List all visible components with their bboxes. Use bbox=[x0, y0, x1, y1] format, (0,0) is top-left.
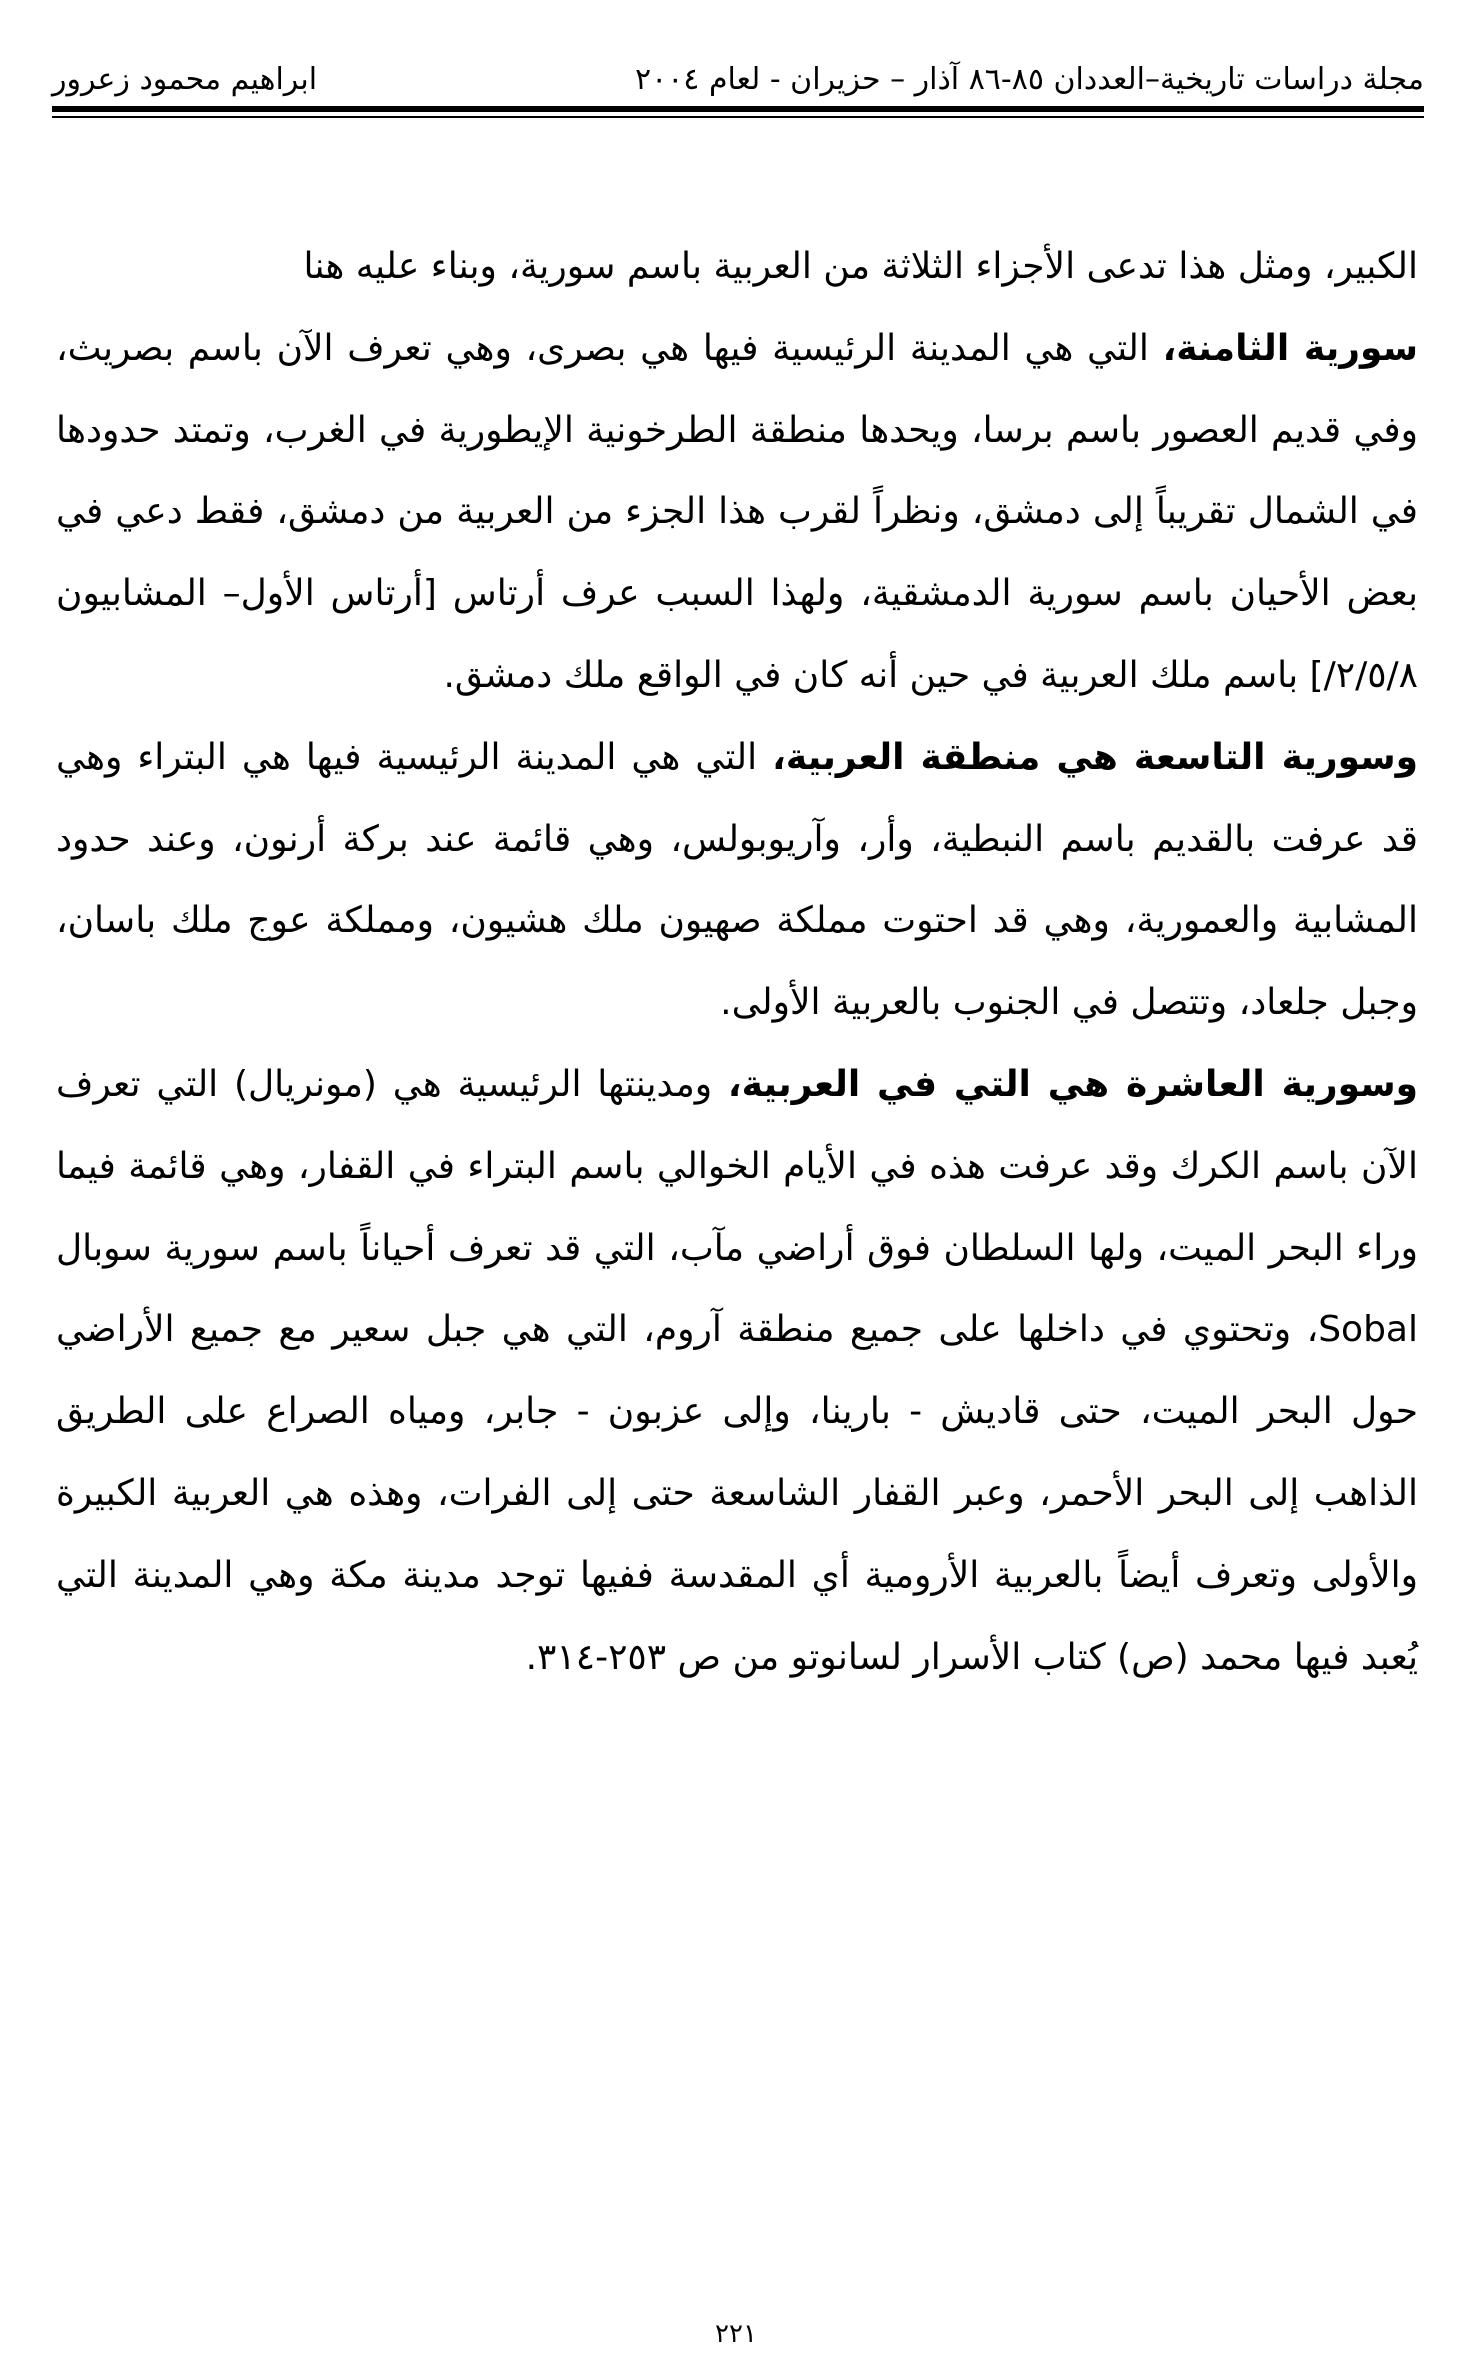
paragraph-text: التي هي المدينة الرئيسية فيها هي البتراء وهي قد عرفت بالقديم باسم النبطية، وأر، وآريوبولس، وهي قائمة عند بركة أرنون، وعند حدود المشابية والعمورية، وهي قد احتوت مملكة صهيون ملك هشيون، ومملكة عوج ملك باسان، وجبل جلعاد، وتتصل في الجنوب بالعربية الأولى. bbox=[56, 736, 1418, 1024]
journal-citation: مجلة دراسات تاريخية–العددان ٨٥-٨٦ آذار – حزيران - لعام ٢٠٠٤ bbox=[634, 62, 1424, 97]
header-rule-thin bbox=[52, 116, 1424, 118]
body-text bbox=[56, 226, 1418, 1698]
paragraph-lead: وسورية التاسعة هي منطقة العربية، bbox=[772, 736, 1418, 778]
paragraph-lead: سورية الثامنة، bbox=[1162, 327, 1418, 369]
paragraph-text: التي هي المدينة الرئيسية فيها هي بصرى، وهي تعرف الآن باسم بصريث، وفي قديم العصور باسم برسا، ويحدها منطقة الطرخونية الإيطورية في الغرب، وتمتد حدودها في الشمال تقريباً إلى دمشق، ونظراً لقرب هذا الجزء من العربية من دمشق، فقط دعي في بعض الأحيان باسم سورية الدمشقية، ولهذا السبب عرف أرتاس [أرتاس الأول– المشابيون ٢/٥/٨/] باسم ملك العربية في حين أنه كان في الواقع ملك دمشق. bbox=[56, 327, 1418, 696]
paragraph-lead: وسورية العاشرة هي التي في العربية، bbox=[727, 1063, 1418, 1105]
page-number: ٢٢١ bbox=[715, 2319, 757, 2349]
running-header bbox=[52, 52, 1424, 100]
author-name: ابراهيم محمود زعرور bbox=[52, 62, 318, 97]
paragraph bbox=[56, 1044, 1418, 1698]
paragraph bbox=[56, 717, 1418, 1044]
header-rule-thick bbox=[52, 106, 1424, 112]
paragraph bbox=[56, 308, 1418, 717]
paragraph-text: ومدينتها الرئيسية هي (مونريال) التي تعرف الآن باسم الكرك وقد عرفت هذه في الأيام الخوالي باسم البتراء في القفار، وهي قائمة فيما وراء البحر الميت، ولها السلطان فوق أراضي مآب، التي قد تعرف أحياناً باسم سورية سوبال Sobal، وتحتوي في داخلها على جميع منطقة آروم، التي هي جبل سعير مع جميع الأراضي حول البحر الميت، حتى قاديش - بارينا، وإلى عزبون - جابر، ومياه الصراع على الطريق الذاهب إلى البحر الأحمر، وعبر القفار الشاسعة حتى إلى الفرات، وهذه هي العربية الكبيرة والأولى وتعرف أيضاً بالعربية الأرومية أي المقدسة ففيها توجد مدينة مكة وهي المدينة التي يُعبد فيها محمد (ص) كتاب الأسرار لسانوتو من ص ٢٥٣-٣١٤. bbox=[56, 1063, 1418, 1678]
paragraph bbox=[56, 226, 1418, 308]
paragraph-text: الكبير، ومثل هذا تدعى الأجزاء الثلاثة من العربية باسم سورية، وبناء عليه هنا bbox=[303, 246, 1418, 287]
